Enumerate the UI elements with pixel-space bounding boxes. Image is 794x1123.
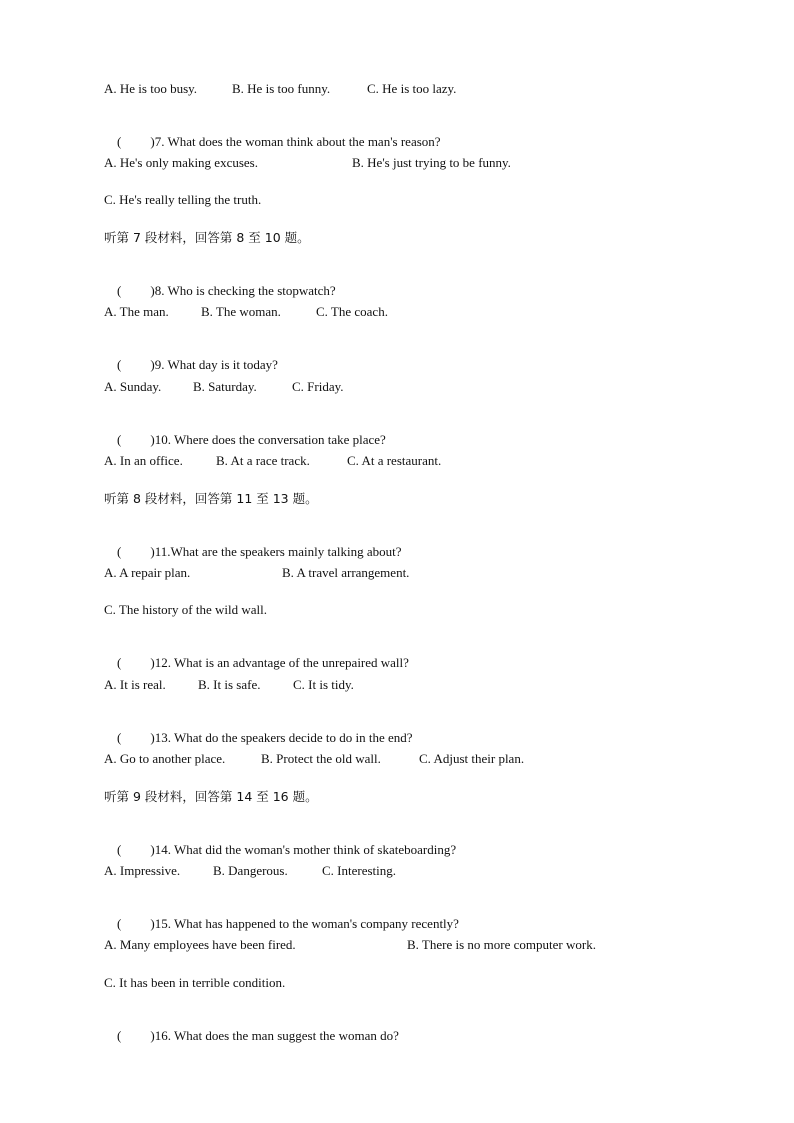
answer-blank-close: ): [150, 544, 155, 559]
option-b: B. He is too funny.: [232, 81, 331, 96]
option-a: A. The man.: [104, 304, 169, 319]
option-a: A. He's only making excuses.: [104, 155, 258, 170]
option-a: A. It is real.: [104, 677, 166, 692]
answer-blank-open: (: [117, 1028, 122, 1043]
option-b: B. The woman.: [201, 304, 281, 319]
question-16: [104, 1012, 399, 1060]
answer-blank-close: ): [150, 842, 155, 857]
option-b: B. Dangerous.: [213, 863, 288, 878]
question-text: 14. What did the woman's mother think of skateboarding?: [154, 842, 457, 857]
option-c: C. He is too lazy.: [367, 81, 457, 96]
section-heading-8: 听第 8 段材料，回答第 11 至 13 题。: [104, 491, 318, 506]
question-text: 8. Who is checking the stopwatch?: [154, 283, 336, 298]
option-a: A. Impressive.: [104, 863, 181, 878]
option-a: A. In an office.: [104, 453, 183, 468]
option-c: C. The coach.: [316, 304, 388, 319]
option-a: A. Many employees have been fired.: [104, 937, 296, 952]
option-b: B. He's just trying to be funny.: [352, 155, 511, 170]
answer-blank-close: ): [150, 1028, 155, 1043]
answer-blank-open: (: [117, 655, 122, 670]
option-b: B. It is safe.: [198, 677, 261, 692]
answer-blank-open: (: [117, 842, 122, 857]
option-a: A. He is too busy.: [104, 81, 198, 96]
question-text: 12. What is an advantage of the unrepaired wall?: [154, 655, 409, 670]
option-b: B. At a race track.: [216, 453, 310, 468]
question-text: 7. What does the woman think about the man's reason?: [154, 134, 441, 149]
answer-blank-close: ): [150, 916, 155, 931]
answer-blank-open: (: [117, 730, 122, 745]
option-c: C. It is tidy.: [293, 677, 354, 692]
question-text: 15. What has happened to the woman's company recently?: [154, 916, 459, 931]
option-b: B. Protect the old wall.: [261, 751, 381, 766]
answer-blank-open: (: [117, 283, 122, 298]
option-b: B. A travel arrangement.: [282, 565, 410, 580]
question-text: 11.What are the speakers mainly talking about?: [154, 544, 402, 559]
answer-blank-open: (: [117, 134, 122, 149]
answer-blank-close: ): [150, 432, 155, 447]
answer-blank-open: (: [117, 916, 122, 931]
answer-blank-close: ): [150, 730, 155, 745]
option-c: C. Interesting.: [322, 863, 397, 878]
question-text: 13. What do the speakers decide to do in the end?: [154, 730, 413, 745]
option-b: B. Saturday.: [193, 379, 257, 394]
option-c: C. It has been in terrible condition.: [104, 975, 286, 990]
option-b: B. There is no more computer work.: [407, 937, 596, 952]
answer-blank-close: ): [150, 134, 155, 149]
option-a: A. Sunday.: [104, 379, 162, 394]
question-text: 9. What day is it today?: [154, 357, 278, 372]
answer-blank-open: (: [117, 544, 122, 559]
section-heading-9: 听第 9 段材料，回答第 14 至 16 题。: [104, 789, 318, 804]
question-text: 16. What does the man suggest the woman do?: [154, 1028, 399, 1043]
option-c: C. The history of the wild wall.: [104, 602, 267, 617]
option-c: C. Friday.: [292, 379, 344, 394]
option-a: A. Go to another place.: [104, 751, 226, 766]
answer-blank-open: (: [117, 357, 122, 372]
option-a: A. A repair plan.: [104, 565, 191, 580]
answer-blank-close: ): [150, 655, 155, 670]
option-c: C. He's really telling the truth.: [104, 192, 262, 207]
answer-blank-close: ): [150, 357, 155, 372]
answer-blank-open: (: [117, 432, 122, 447]
answer-blank-close: ): [150, 283, 155, 298]
question-text: 10. Where does the conversation take place?: [154, 432, 386, 447]
section-heading-7: 听第 7 段材料，回答第 8 至 10 题。: [104, 230, 310, 245]
option-c: C. Adjust their plan.: [419, 751, 525, 766]
option-c: C. At a restaurant.: [347, 453, 442, 468]
